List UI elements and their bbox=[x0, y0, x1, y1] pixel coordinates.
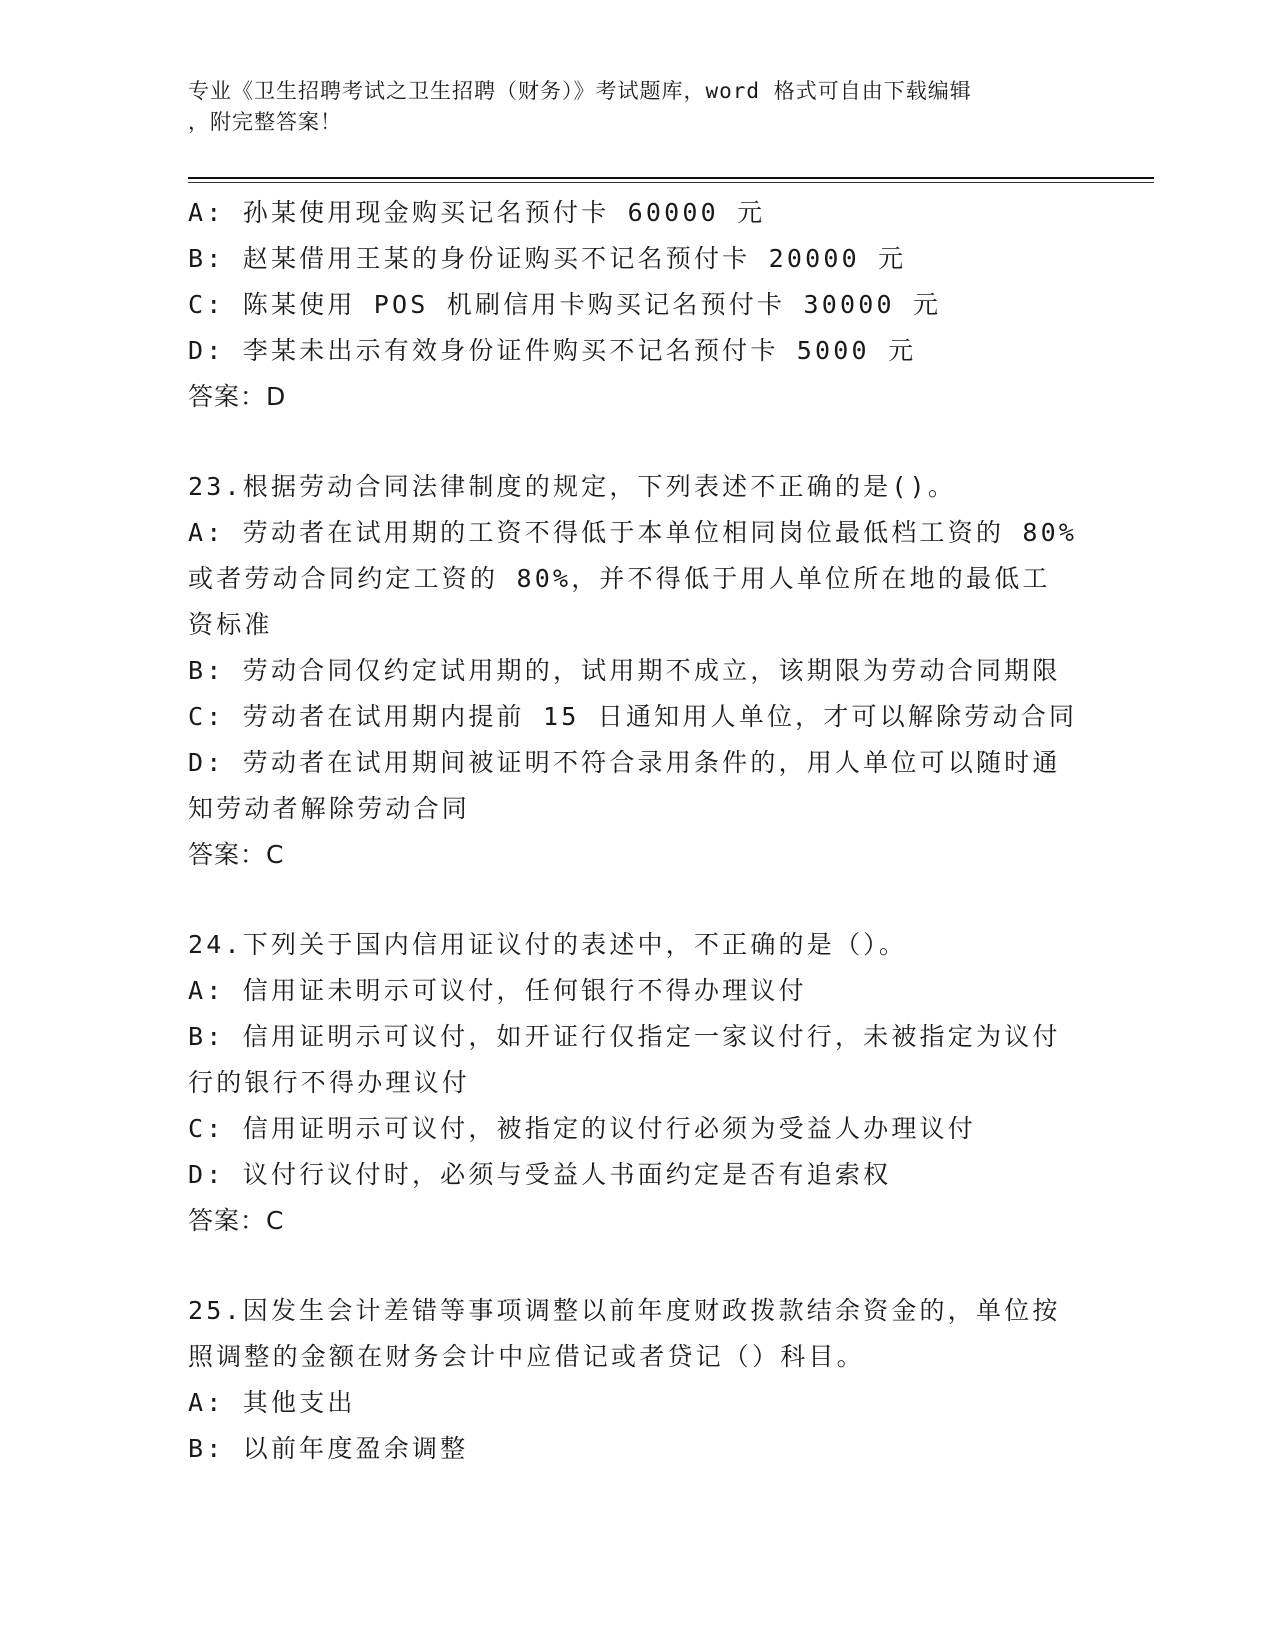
question-text-line-2: 照调整的金额在财务会计中应借记或者贷记（）科目。 bbox=[188, 1342, 865, 1371]
option-d-line-2: 知劳动者解除劳动合同 bbox=[188, 794, 471, 823]
option-b: B: 劳动合同仅约定试用期的，试用期不成立，该期限为劳动合同期限 bbox=[188, 656, 1061, 685]
option-a: A: 信用证未明示可议付，任何银行不得办理议付 bbox=[188, 976, 807, 1005]
spacer bbox=[188, 420, 1088, 464]
option-a-line-1: A: 劳动者在试用期的工资不得低于本单位相同岗位最低档工资的 80% bbox=[188, 518, 1078, 547]
option-d: D: 李某未出示有效身份证件购买不记名预付卡 5000 元 bbox=[188, 336, 917, 365]
question-24 bbox=[188, 922, 1088, 1244]
answer-line: 答案：C bbox=[188, 1206, 285, 1235]
answer-line: 答案：D bbox=[188, 382, 287, 411]
option-a: A: 其他支出 bbox=[188, 1388, 356, 1417]
question-text-line-1: 25.因发生会计差错等事项调整以前年度财政拨款结余资金的，单位按 bbox=[188, 1296, 1061, 1325]
option-b-line-1: B: 信用证明示可议付，如开证行仅指定一家议付行，未被指定为议付 bbox=[188, 1022, 1061, 1051]
question-content bbox=[188, 190, 1088, 1472]
question-25 bbox=[188, 1288, 1088, 1472]
header-divider-thick bbox=[188, 177, 1154, 179]
option-a-line-3: 资标准 bbox=[188, 610, 273, 639]
option-a-line-2: 或者劳动合同约定工资的 80%，并不得低于用人单位所在地的最低工 bbox=[188, 564, 1051, 593]
option-c: C: 劳动者在试用期内提前 15 日通知用人单位，才可以解除劳动合同 bbox=[188, 702, 1078, 731]
header-title-line-2: ，附完整答案！ bbox=[188, 110, 342, 134]
option-c: C: 信用证明示可议付，被指定的议付行必须为受益人办理议付 bbox=[188, 1114, 976, 1143]
option-b: B: 赵某借用王某的身份证购买不记名预付卡 20000 元 bbox=[188, 244, 907, 273]
option-d-line-1: D: 劳动者在试用期间被证明不符合录用条件的，用人单位可以随时通 bbox=[188, 748, 1061, 777]
option-b: B: 以前年度盈余调整 bbox=[188, 1434, 469, 1463]
option-d: D: 议付行议付时，必须与受益人书面约定是否有追索权 bbox=[188, 1160, 892, 1189]
question-text: 23.根据劳动合同法律制度的规定，下列表述不正确的是()。 bbox=[188, 472, 957, 501]
option-a: A: 孙某使用现金购买记名预付卡 60000 元 bbox=[188, 198, 766, 227]
spacer bbox=[188, 878, 1088, 922]
option-b-line-2: 行的银行不得办理议付 bbox=[188, 1068, 471, 1097]
header-divider-thin bbox=[188, 182, 1154, 183]
option-c: C: 陈某使用 POS 机刷信用卡购买记名预付卡 30000 元 bbox=[188, 290, 942, 319]
question-text: 24.下列关于国内信用证议付的表述中，不正确的是（）。 bbox=[188, 930, 908, 959]
answer-line: 答案：C bbox=[188, 840, 285, 869]
question-23 bbox=[188, 464, 1088, 878]
question-22 bbox=[188, 190, 1088, 420]
header-title-line-1: 专业《卫生招聘考试之卫生招聘（财务）》考试题库，word 格式可自由下载编辑 bbox=[188, 79, 972, 103]
document-header bbox=[188, 76, 1078, 138]
spacer bbox=[188, 1244, 1088, 1288]
